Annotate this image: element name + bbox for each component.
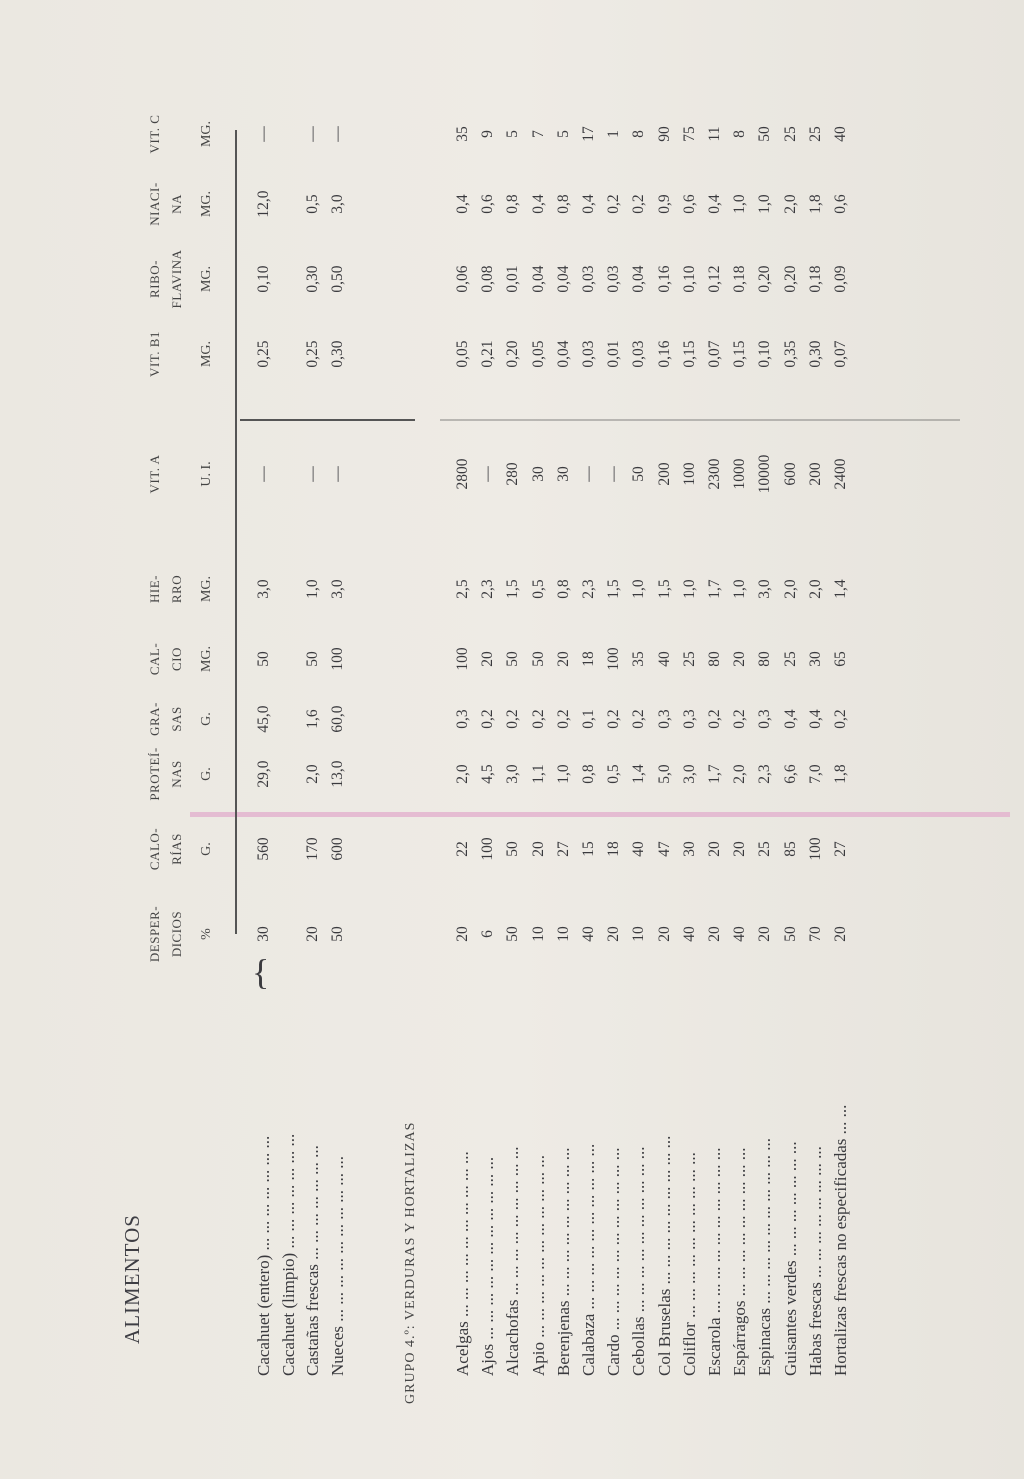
table-cell: 0,03 [580, 340, 597, 368]
table-cell: 0,03 [580, 265, 597, 293]
brace-mark: { [252, 952, 270, 992]
table-cell: 0,04 [554, 340, 572, 368]
vitamin-divider-lower [440, 420, 960, 422]
table-cell: 30 [255, 926, 272, 942]
table-cell: 0,08 [479, 265, 497, 293]
column-header-2-unit: G. [199, 842, 214, 856]
table-cell: 0,18 [806, 265, 824, 293]
table-cell: 25 [756, 841, 774, 857]
column-header-10-label1: NIACI- [147, 182, 162, 226]
group-title: GRUPO 4.º: VERDURAS Y HORTALIZAS [403, 1121, 418, 1404]
table-cell: 2300 [706, 458, 723, 490]
table-cell: 0,4 [454, 194, 471, 214]
table-cell: 1,0 [630, 579, 648, 599]
table-cell: 0,3 [756, 709, 774, 729]
table-cell: 0,03 [630, 340, 648, 368]
table-cell: 100 [479, 837, 497, 861]
table-cell: 0,05 [454, 340, 471, 368]
table-cell: 0,2 [605, 709, 623, 729]
vitamin-divider [240, 420, 415, 422]
table-cell: 0,2 [832, 709, 849, 729]
table-cell: 0,18 [731, 265, 749, 293]
table-cell: 0,06 [454, 265, 471, 293]
food-name: Habas frescas ... ... ... ... ... ... ... ... [805, 1146, 825, 1376]
table-cell: 25 [781, 651, 799, 667]
table-cell: 0,6 [832, 194, 849, 214]
table-cell: 560 [255, 837, 272, 861]
table-cell: 2,3 [580, 579, 597, 599]
table-cell: 65 [832, 651, 849, 667]
table-cell: 0,4 [781, 709, 799, 729]
table-cell: 50 [504, 926, 522, 942]
table-cell: 2,0 [731, 764, 749, 784]
table-cell: 1,5 [504, 579, 522, 599]
table-cell: 0,2 [630, 709, 648, 729]
table-cell: 600 [781, 462, 799, 486]
table-cell: 45,0 [255, 705, 272, 733]
table-cell: 18 [580, 651, 597, 667]
table-cell: 60,0 [328, 705, 346, 733]
table-cell: 50 [304, 651, 321, 667]
table-cell: 0,3 [454, 709, 471, 729]
table-cell: 0,3 [655, 709, 673, 729]
column-header-6-label1: HIE- [147, 575, 162, 603]
table-cell: 17 [580, 126, 597, 142]
column-header-11-label1: VIT. C [147, 114, 162, 154]
table-cell: 35 [454, 126, 471, 142]
table-cell: 8 [731, 130, 749, 138]
table-cell: 22 [454, 841, 471, 857]
table-cell: 0,30 [806, 340, 824, 368]
table-cell: 5,0 [655, 764, 673, 784]
column-header-7-label1: VIT. A [147, 454, 162, 494]
table-cell: 0,10 [255, 265, 272, 293]
table-cell: 18 [605, 841, 623, 857]
table-cell: 20 [706, 926, 723, 942]
table-cell: 40 [655, 651, 673, 667]
table-cell: 2,0 [781, 579, 799, 599]
table-cell: 0,2 [554, 709, 572, 729]
column-header-10-label2: NA [169, 194, 184, 214]
table-cell: 1,0 [731, 579, 749, 599]
food-name: Cacahuet (entero) ... ... ... ... ... ... ... [254, 1135, 273, 1376]
table-cell: 20 [655, 926, 673, 942]
food-name: Nueces ... ... ... ... ... ... ... ... ... ... [327, 1155, 347, 1376]
table-cell: 0,2 [731, 709, 749, 729]
table-cell: 80 [756, 651, 774, 667]
table-cell: 50 [630, 466, 648, 482]
table-cell: 0,35 [781, 340, 799, 368]
column-header-1-label1: DESPER- [147, 905, 162, 963]
table-cell: 2,0 [304, 764, 321, 784]
table-cell: 0,16 [655, 265, 673, 293]
table-cell: 0,4 [806, 709, 824, 729]
table-cell: 30 [680, 841, 698, 857]
table-cell: 15 [580, 841, 597, 857]
column-header-9-unit: MG. [199, 265, 214, 293]
table-cell: 0,5 [529, 579, 547, 599]
table-cell: 20 [479, 651, 497, 667]
table-cell: 20 [731, 651, 749, 667]
table-cell: 13,0 [328, 760, 346, 788]
column-header-1-label2: DICIOS [169, 910, 184, 958]
table-cell: 25 [680, 651, 698, 667]
table-cell: 0,8 [554, 579, 572, 599]
food-name: Apio ... ... ... ... ... ... ... ... ... ... ... [528, 1155, 548, 1376]
column-header-1-unit: % [199, 928, 214, 940]
food-name: Calabaza ... ... ... ... ... ... ... ... ... ... [579, 1143, 598, 1376]
header-rule-right [235, 134, 237, 414]
table-cell: 40 [832, 126, 849, 142]
column-header-9-label2: FLAVINA [169, 249, 184, 309]
food-name: Escarola ... ... ... ... ... ... ... ... ... ... [705, 1147, 724, 1376]
table-title: ALIMENTOS [120, 1214, 144, 1344]
table-cell: 90 [655, 126, 673, 142]
table-cell: 0,04 [630, 265, 648, 293]
table-cell: 0,2 [504, 709, 522, 729]
table-cell: 25 [806, 126, 824, 142]
table-cell: 0,2 [630, 194, 648, 214]
food-name: Col Bruselas ... ... ... ... ... ... ... ... ... [654, 1135, 674, 1376]
table-cell: 0,2 [479, 709, 497, 729]
table-cell: 4,5 [479, 764, 497, 784]
table-cell: 20 [554, 651, 572, 667]
table-cell: 0,6 [680, 194, 698, 214]
table-cell: 0,01 [504, 265, 522, 293]
table-cell: 50 [328, 926, 346, 942]
column-header-3-unit: G. [199, 767, 214, 781]
table-cell: — [328, 126, 346, 142]
table-cell: 40 [731, 926, 749, 942]
food-name: Cacahuet (limpio) ... ... ... ... ... ... ... [278, 1133, 298, 1376]
food-name: Espárragos ... ... ... ... ... ... ... ... ... [730, 1147, 750, 1376]
table-cell: 100 [454, 647, 471, 671]
column-header-9-label1: RIBO- [147, 260, 162, 298]
table-cell: 100 [328, 647, 346, 671]
table-cell: 1,5 [655, 579, 673, 599]
table-cell: 1,4 [832, 579, 849, 599]
table-cell: 0,04 [554, 265, 572, 293]
table-cell: 5 [504, 130, 522, 138]
table-cell: 3,0 [328, 579, 346, 599]
table-cell: 20 [706, 841, 723, 857]
table-cell: 0,01 [605, 340, 623, 368]
table-cell: 20 [529, 841, 547, 857]
column-header-10-unit: MG. [199, 190, 214, 218]
table-cell: 70 [806, 926, 824, 942]
table-cell: 1,6 [304, 709, 321, 729]
table-cell: — [255, 466, 272, 482]
table-cell: 0,4 [706, 194, 723, 214]
table-cell: 0,4 [529, 194, 547, 214]
column-header-4-label2: SAS [169, 706, 184, 732]
table-cell: 3,0 [504, 764, 522, 784]
table-cell: 2400 [832, 458, 849, 490]
table-cell: 10000 [756, 454, 774, 494]
column-header-6-unit: MG. [199, 575, 214, 603]
food-name: Cebollas ... ... ... ... ... ... ... ... ... ... [629, 1146, 649, 1376]
table-cell: 200 [655, 462, 673, 486]
table-cell: 40 [680, 926, 698, 942]
table-cell: 20 [731, 841, 749, 857]
column-header-2-label1: CALO- [147, 827, 162, 871]
table-cell: 2,0 [454, 764, 471, 784]
table-cell: 1,7 [706, 764, 723, 784]
table-cell: 7 [529, 130, 547, 138]
table-cell: — [605, 466, 623, 482]
table-cell: 47 [655, 841, 673, 857]
table-cell: 20 [756, 926, 774, 942]
table-cell: 0,10 [756, 340, 774, 368]
table-cell: 0,10 [680, 265, 698, 293]
food-name: Espinacas ... ... ... ... ... ... ... ... ... ... [755, 1138, 775, 1376]
table-cell: 0,20 [756, 265, 774, 293]
column-header-6-label2: RRO [169, 574, 184, 604]
table-cell: — [255, 126, 272, 142]
table-cell: 0,07 [706, 340, 723, 368]
table-cell: 0,15 [731, 340, 749, 368]
table-cell: 35 [630, 651, 648, 667]
table-cell: 50 [255, 651, 272, 667]
table-cell: 2,5 [454, 579, 471, 599]
column-header-3-label2: NAS [169, 760, 184, 788]
table-cell: 1,8 [832, 764, 849, 784]
table-cell: 0,8 [554, 194, 572, 214]
table-cell: 0,16 [655, 340, 673, 368]
table-cell: 1,0 [554, 764, 572, 784]
table-cell: 7,0 [806, 764, 824, 784]
table-cell: 3,0 [756, 579, 774, 599]
table-cell: 20 [605, 926, 623, 942]
table-cell: 50 [781, 926, 799, 942]
table-cell: 170 [304, 837, 321, 861]
table-cell: 0,12 [706, 265, 723, 293]
table-cell: 3,0 [255, 579, 272, 599]
table-cell: 30 [806, 651, 824, 667]
column-header-5-label1: CAL- [147, 642, 162, 676]
table-cell: 1,7 [706, 579, 723, 599]
table-cell: 2,3 [756, 764, 774, 784]
table-cell: 2,0 [806, 579, 824, 599]
table-cell: 200 [806, 462, 824, 486]
table-cell: 0,03 [605, 265, 623, 293]
table-cell: 0,15 [680, 340, 698, 368]
table-cell: 1,0 [304, 579, 321, 599]
table-cell: 1 [605, 130, 623, 138]
column-header-4-label1: GRA- [147, 702, 162, 736]
table-cell: 5 [554, 130, 572, 138]
table-cell: 85 [781, 841, 799, 857]
table-cell: 1,8 [806, 194, 824, 214]
table-cell: 0,2 [529, 709, 547, 729]
table-cell: 2,3 [479, 579, 497, 599]
table-cell: 1,0 [756, 194, 774, 214]
food-name: Cardo ... ... ... ... ... ... ... ... ... ... ... [604, 1147, 624, 1376]
table-cell: 0,07 [832, 340, 849, 368]
table-cell: 0,05 [529, 340, 547, 368]
column-header-8-unit: MG. [199, 340, 214, 368]
table-cell: 0,2 [605, 194, 623, 214]
table-cell: 40 [580, 926, 597, 942]
table-cell: 50 [504, 651, 522, 667]
food-name: Alcachofas ... ... ... ... ... ... ... ... ... [503, 1146, 523, 1376]
table-cell: 0,20 [781, 265, 799, 293]
table-cell: 0,1 [580, 709, 597, 729]
table-cell: 2800 [454, 458, 471, 490]
table-cell: 1,0 [680, 579, 698, 599]
table-cell: 0,30 [304, 265, 321, 293]
table-cell: — [328, 466, 346, 482]
table-cell: 100 [680, 462, 698, 486]
food-name: Berenjenas ... ... ... ... ... ... ... ... ... [553, 1147, 573, 1376]
table-cell: 3,0 [680, 764, 698, 784]
table-cell: 30 [529, 466, 547, 482]
table-cell: 0,04 [529, 265, 547, 293]
table-cell: 6 [479, 930, 497, 938]
table-cell: 27 [554, 841, 572, 857]
table-cell: 0,3 [680, 709, 698, 729]
table-cell: — [304, 466, 321, 482]
table-cell: 1,0 [731, 194, 749, 214]
food-name: Castañas frescas ... ... ... ... ... ... ... [303, 1145, 322, 1376]
table-cell: 11 [706, 126, 723, 142]
food-name: Guisantes verdes ... ... ... ... ... ... ... [780, 1141, 800, 1376]
table-cell: 12,0 [255, 190, 272, 218]
column-header-3-label1: PROTEÍ- [147, 747, 162, 801]
table-cell: 9 [479, 130, 497, 138]
table-cell: 0,09 [832, 265, 849, 293]
table-cell: 0,5 [605, 764, 623, 784]
table-cell: 600 [328, 837, 346, 861]
table-cell: 0,4 [580, 194, 597, 214]
table-cell: 50 [756, 126, 774, 142]
table-cell: 0,9 [655, 194, 673, 214]
table-cell: 100 [605, 647, 623, 671]
table-cell: 25 [781, 126, 799, 142]
column-header-5-unit: MG. [199, 645, 214, 673]
table-cell: 0,25 [255, 340, 272, 368]
food-name: Acelgas ... ... ... ... ... ... ... ... ... ... [453, 1151, 472, 1376]
table-cell: 1,1 [529, 764, 547, 784]
table-cell: 75 [680, 126, 698, 142]
table-cell: 1000 [731, 458, 749, 490]
table-cell: — [580, 466, 597, 482]
column-header-2-label2: RÍAS [169, 833, 184, 865]
table-cell: 0,21 [479, 340, 497, 368]
table-cell: 0,20 [504, 340, 522, 368]
table-cell: 20 [304, 926, 321, 942]
table-cell: 100 [806, 837, 824, 861]
table-cell: 20 [454, 926, 471, 942]
table-cell: 0,6 [479, 194, 497, 214]
table-cell: 2,0 [781, 194, 799, 214]
food-name: Coliflor ... ... ... ... ... ... ... ... ... ... [679, 1152, 699, 1376]
table-cell: 27 [832, 841, 849, 857]
table-cell: 0,30 [328, 340, 346, 368]
table-cell: 10 [554, 926, 572, 942]
table-cell: 280 [504, 462, 522, 486]
table-cell: 40 [630, 841, 648, 857]
table-cell: 20 [832, 926, 849, 942]
column-header-5-label2: CIO [169, 647, 184, 671]
table-cell: 0,8 [504, 194, 522, 214]
table-cell: 0,2 [706, 709, 723, 729]
table-cell: — [479, 466, 497, 482]
table-cell: 50 [504, 841, 522, 857]
column-header-8-label1: VIT. B1 [147, 331, 162, 377]
table-cell: 30 [554, 466, 572, 482]
column-header-7-unit: U. I. [199, 461, 214, 487]
table-cell: 10 [630, 926, 648, 942]
table-cell: 29,0 [255, 760, 272, 788]
table-cell: 0,50 [328, 265, 346, 293]
table-cell: 1,5 [605, 579, 623, 599]
table-cell: 10 [529, 926, 547, 942]
column-header-4-unit: G. [199, 712, 214, 726]
table-cell: 80 [706, 651, 723, 667]
table-cell: 50 [529, 651, 547, 667]
column-header-11-unit: MG. [199, 120, 214, 148]
food-name: Ajos ... ... ... ... ... ... ... ... ... ... ... [478, 1156, 498, 1376]
table-cell: 8 [630, 130, 648, 138]
table-cell: 6,6 [781, 764, 799, 784]
table-cell: 0,8 [580, 764, 597, 784]
table-cell: 0,25 [304, 340, 321, 368]
table-cell: 1,4 [630, 764, 648, 784]
food-name: Hortalizas frescas no especificadas ... ... [831, 1104, 850, 1376]
table-cell: — [304, 126, 321, 142]
table-cell: 0,5 [304, 194, 321, 214]
table-cell: 3,0 [328, 194, 346, 214]
